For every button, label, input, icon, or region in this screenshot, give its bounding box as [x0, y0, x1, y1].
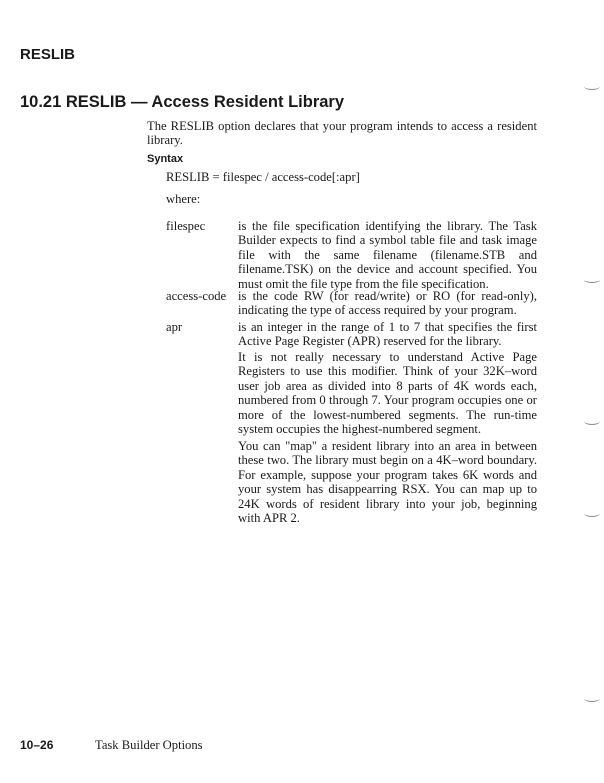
- body-paragraph: It is not really necessary to understand Active Page Registers to use this modifier. Think of your 32K–word user job area as divided into 8 parts of 4K words each, numbered from 0 through 7. Your program occupies one or more of the lowest-numbered segments. The run-time system occupies the highest-numbered segment.: [238, 350, 537, 437]
- where-label: where:: [166, 192, 201, 206]
- scan-mark: [584, 510, 600, 517]
- scan-mark: [584, 276, 600, 283]
- scan-mark: [584, 695, 600, 702]
- syntax-heading: Syntax: [147, 153, 184, 165]
- running-head: RESLIB: [20, 46, 76, 63]
- body-paragraph: You can "map" a resident library into an area in between these two. The library must begin on a 4K–word boundary. For example, suppose your program takes 6K words and your system has disappearring RSX. You can map up to 24K words of resident library into your job, beginning with APR 2.: [238, 439, 537, 526]
- scan-mark: [584, 83, 600, 90]
- scan-mark: [584, 418, 600, 425]
- definition-desc: is the code RW (for read/write) or RO (for read-only), indicating the type of access required by your program.: [238, 289, 537, 318]
- footer-title: Task Builder Options: [95, 738, 203, 752]
- definition-term: filespec: [166, 219, 206, 233]
- definition-desc: is the file specification identifying the library. The Task Builder expects to find a symbol table file and task image file with the same filename (filename.STB and filename.TSK) on the device and account specified. You must omit the file type from the file specification.: [238, 219, 537, 291]
- section-title: 10.21 RESLIB — Access Resident Library: [20, 93, 345, 111]
- definition-term: access-code: [166, 289, 227, 303]
- intro-paragraph: The RESLIB option declares that your program intends to access a resident library.: [147, 119, 537, 148]
- syntax-line: RESLIB = filespec / access-code[:apr]: [166, 170, 360, 184]
- definition-term: apr: [166, 320, 183, 334]
- definition-desc: is an integer in the range of 1 to 7 that specifies the first Active Page Register (APR) reserved for the library.: [238, 320, 537, 349]
- footer-page-number: 10–26: [20, 738, 54, 752]
